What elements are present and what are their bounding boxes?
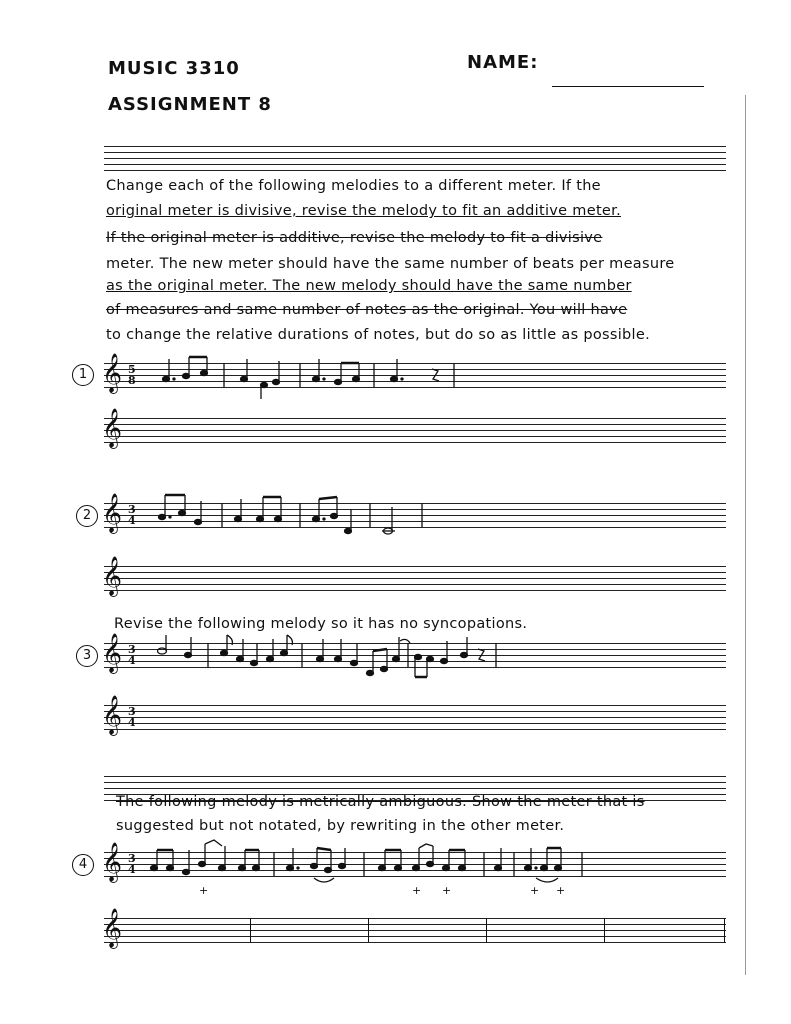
- exercise-4-prompt-line-2: suggested but not notated, by rewriting in the other meter.: [116, 818, 565, 834]
- exercise-2-notes: [104, 489, 726, 549]
- barline: [724, 918, 725, 942]
- name-label: NAME:: [467, 52, 539, 73]
- instruction-line-2: original meter is divisive, revise the melody to fit an additive meter.: [106, 203, 621, 219]
- instruction-line-7: to change the relative durations of notes, but do so as little as possible.: [106, 327, 651, 343]
- exercise-number-2: 2: [76, 505, 98, 527]
- time-signature-bottom: 4: [128, 716, 136, 729]
- barline: [368, 918, 369, 942]
- exercise-3-melody-staff: [102, 633, 726, 673]
- course-title: MUSIC 3310: [108, 58, 240, 79]
- instruction-line-4: meter. The new meter should have the same number of beats per measure: [106, 256, 675, 272]
- barline: [486, 918, 487, 942]
- exercise-3-notes: [104, 629, 726, 689]
- exercise-1-melody-staff: [102, 353, 726, 393]
- treble-clef-icon: 𝄞: [102, 695, 123, 735]
- time-signature-bottom: 4: [128, 654, 136, 667]
- treble-clef-icon: 𝄞: [102, 908, 123, 948]
- assignment-title: ASSIGNMENT 8: [108, 94, 272, 115]
- treble-clef-icon: 𝄞: [102, 633, 123, 673]
- exercise-2-answer-staff[interactable]: [102, 556, 726, 596]
- time-signature-bottom: 4: [128, 514, 136, 527]
- exercise-4-prompt-line-1: The following melody is metrically ambiguous. Show the meter that is: [116, 794, 645, 810]
- instruction-line-3: If the original meter is additive, revise the melody to fit a divisive: [106, 230, 603, 246]
- exercise-3-prompt: Revise the following melody so it has no syncopations.: [114, 616, 528, 632]
- treble-clef-icon: 𝄞: [102, 353, 123, 393]
- svg-text:+: +: [442, 884, 452, 897]
- time-signature-top: 3: [128, 705, 136, 718]
- treble-clef-icon: 𝄞: [102, 493, 123, 533]
- exercise-1-answer-staff[interactable]: [102, 408, 726, 448]
- exercise-number-3: 3: [76, 645, 98, 667]
- instruction-line-1: Change each of the following melodies to a different meter. If the: [106, 178, 601, 194]
- svg-text:+: +: [556, 884, 566, 897]
- exercise-2-melody-staff: [102, 493, 726, 533]
- time-signature-bottom: 4: [128, 863, 136, 876]
- exercise-number-4: 4: [72, 854, 94, 876]
- treble-clef-icon: 𝄞: [102, 408, 123, 448]
- svg-text:+: +: [199, 884, 209, 897]
- exercise-3-answer-staff[interactable]: [102, 695, 726, 735]
- instruction-line-6: of measures and same number of notes as the original. You will have: [106, 302, 628, 318]
- svg-text:+: +: [412, 884, 422, 897]
- time-signature-top: 5: [128, 363, 136, 376]
- exercise-4-notes: [104, 838, 726, 908]
- treble-clef-icon: 𝄞: [102, 842, 123, 882]
- time-signature-top: 3: [128, 503, 136, 516]
- time-signature-top: 3: [128, 852, 136, 865]
- blank-staff-top: [104, 146, 726, 170]
- svg-text:+: +: [530, 884, 540, 897]
- barline: [604, 918, 605, 942]
- page-edge-line: [745, 95, 746, 975]
- exercise-4-melody-staff: [102, 842, 726, 897]
- treble-clef-icon: 𝄞: [102, 556, 123, 596]
- instruction-line-5: as the original meter. The new melody should have the same number: [106, 278, 632, 294]
- exercise-1-notes: [104, 349, 726, 409]
- name-answer-line[interactable]: [552, 86, 704, 87]
- time-signature-bottom: 8: [128, 374, 136, 387]
- barline: [250, 918, 251, 942]
- exercise-number-1: 1: [72, 364, 94, 386]
- exercise-4-answer-staff[interactable]: [102, 908, 726, 948]
- time-signature-top: 3: [128, 643, 136, 656]
